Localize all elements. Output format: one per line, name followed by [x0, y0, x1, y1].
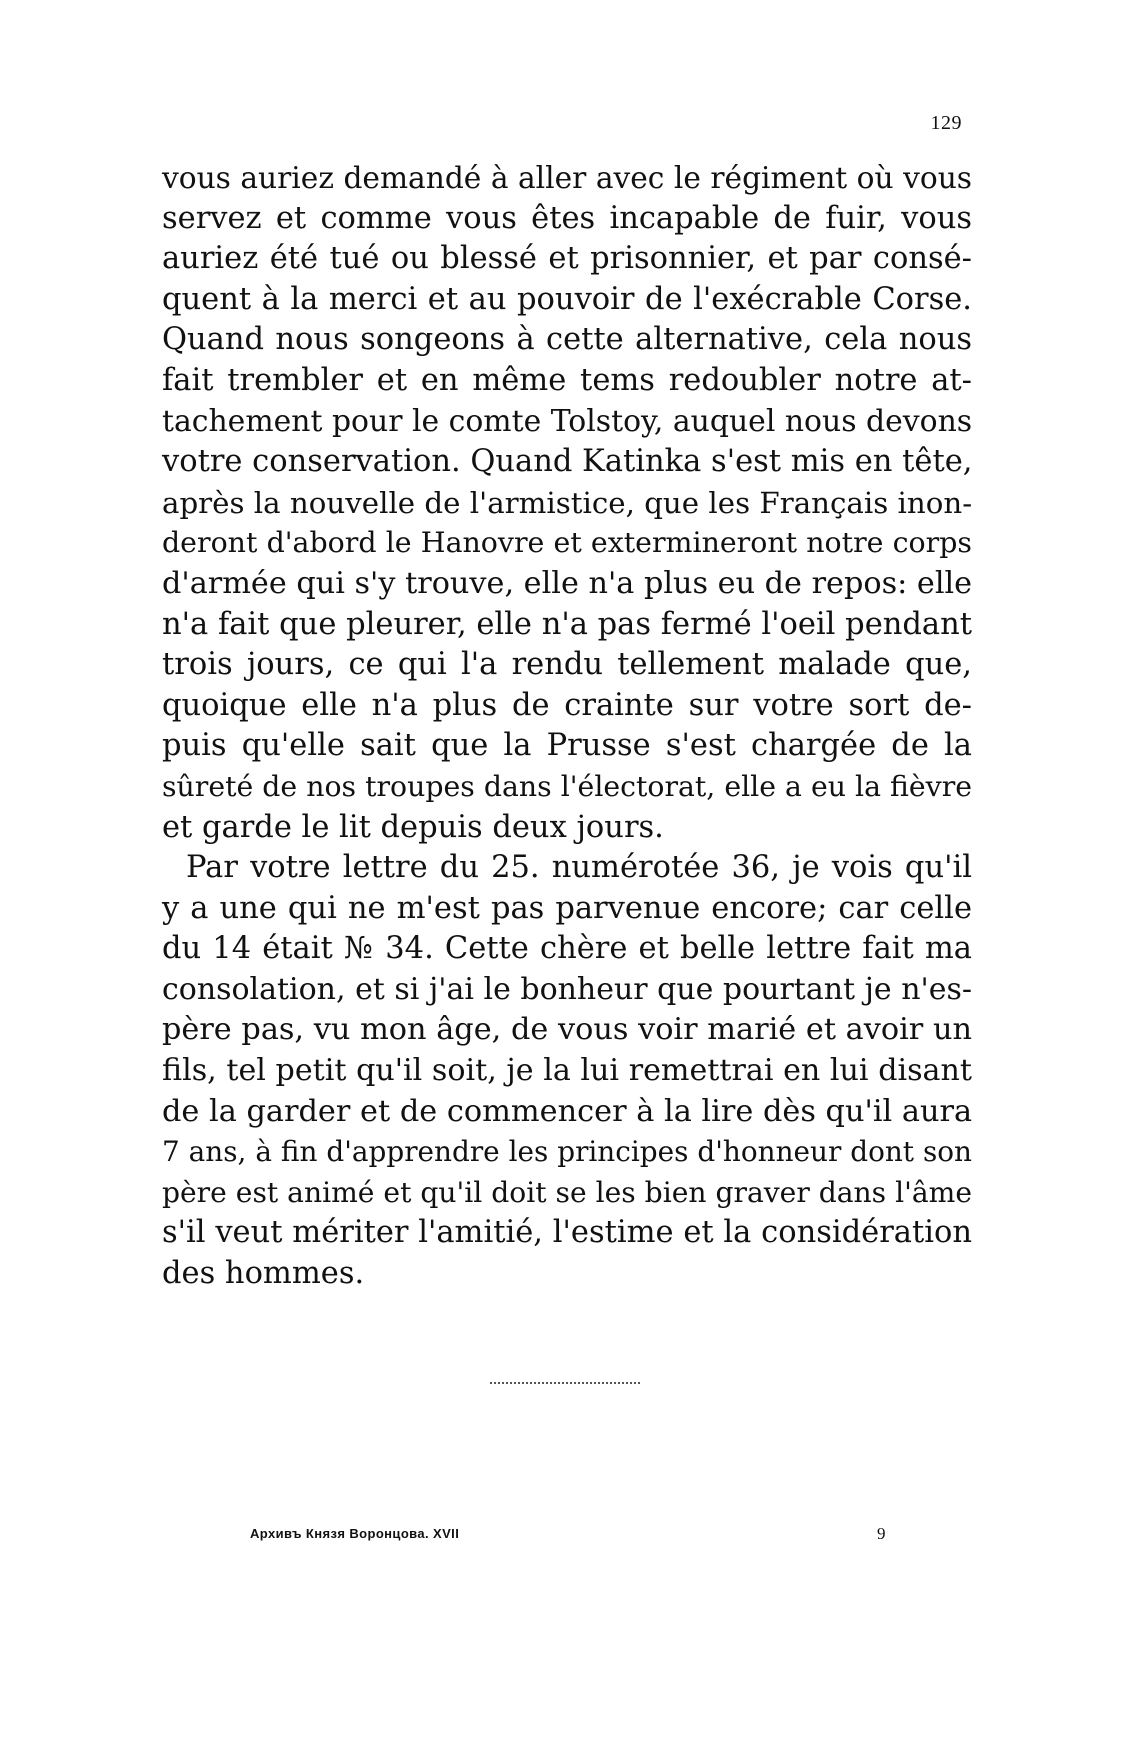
text-line: Quand nous songeons à cette alternative, cela nous	[162, 322, 972, 358]
footer-title: Архивъ Князя Воронцова. XVII	[250, 1526, 460, 1541]
text-line: fait trembler et en même tems redoubler notre at-	[162, 362, 972, 398]
text-line: n'a fait que pleurer, elle n'a pas fermé l'oeil pendant	[162, 606, 972, 642]
text-line: et garde le lit depuis deux jours.	[162, 809, 664, 845]
text-line: de la garder et de commencer à la lire dès qu'il aura	[162, 1093, 973, 1129]
text-line: père est animé et qu'il doit se les bien graver dans l'âme	[162, 1175, 972, 1209]
text-line: quoique elle n'a plus de crainte sur votre sort de-	[162, 687, 972, 723]
text-line: y a une qui ne m'est pas parvenue encore; car celle	[162, 890, 972, 926]
text-line: d'armée qui s'y trouve, elle n'a plus eu de repos: elle	[162, 565, 973, 601]
text-line: du 14 était № 34. Cette chère et belle lettre fait ma	[162, 931, 972, 967]
body-text	[162, 158, 972, 1295]
text-line: consolation, et si j'ai le bonheur que pourtant je n'es-	[162, 971, 972, 1007]
page-number: 129	[930, 112, 962, 134]
signature-mark: 9	[877, 1524, 886, 1543]
text-line: trois jours, ce qui l'a rendu tellement malade que,	[162, 647, 972, 683]
text-line: deront d'abord le Hanovre et extermineront notre corps	[162, 526, 972, 560]
text-line: après la nouvelle de l'armistice, que les Français inon-	[162, 485, 973, 520]
text-line: votre conservation. Quand Katinka s'est mis en tête,	[162, 444, 973, 480]
text-line: puis qu'elle sait que la Prusse s'est chargée de la	[162, 728, 972, 764]
text-line: tachement pour le comte Tolstoy, auquel nous devons	[162, 403, 973, 439]
text-line: auriez été tué ou blessé et prisonnier, et par consé-	[162, 241, 972, 277]
text-line: vous auriez demandé à aller avec le régiment où vous	[162, 160, 972, 195]
section-separator	[490, 1382, 640, 1394]
text-line: Par votre lettre du 25. numérotée 36, je vois qu'il	[186, 850, 972, 886]
text-line: s'il veut mériter l'amitié, l'estime et la considération	[162, 1215, 972, 1251]
text-line: des hommes.	[162, 1256, 365, 1292]
text-line: père pas, vu mon âge, de vous voir marié et avoir un	[162, 1012, 972, 1048]
text-line: servez et comme vous êtes incapable de fuir, vous	[162, 200, 972, 236]
text-line: 7 ans, à fin d'apprendre les principes d'honneur dont son	[162, 1135, 972, 1169]
text-line: fils, tel petit qu'il soit, je la lui remettrai en lui disant	[162, 1053, 972, 1089]
text-line: quent à la merci et au pouvoir de l'exécrable Corse.	[162, 281, 972, 317]
footer	[0, 1526, 1140, 1556]
text-line: sûreté de nos troupes dans l'électorat, elle a eu la fièvre	[162, 769, 972, 803]
